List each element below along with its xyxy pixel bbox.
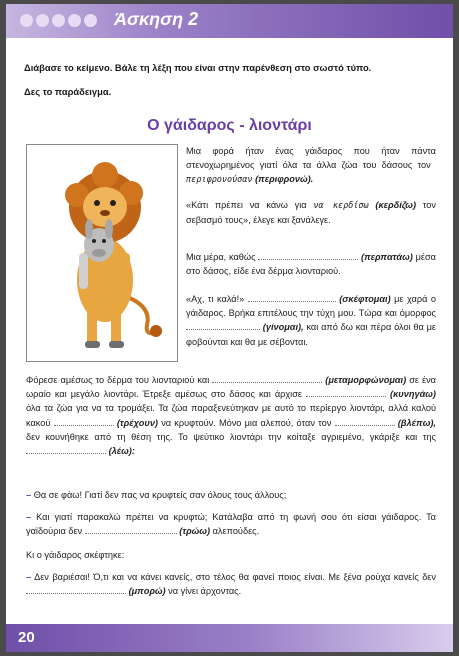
decorative-dots xyxy=(20,14,97,27)
dialogue-dash: – xyxy=(26,572,32,582)
paragraph-2: «Κάτι πρέπει να κάνω για να κερδίσω (κερδίζω) τον σεβασμό τους», έλεγε και ξανάλεγε. xyxy=(186,200,436,226)
verb-hint: (σκέφτομαι) xyxy=(339,294,391,304)
answer-blank[interactable] xyxy=(258,250,358,260)
verb-hint: (γίνομαι), xyxy=(262,322,304,333)
paragraph-6: – Θα σε φάω! Γιατί δεν πας να κρυφτείς σαν όλους τους άλλους; xyxy=(26,490,287,500)
answer-blank[interactable] xyxy=(335,416,395,426)
paragraph-5: Φόρεσε αμέσως το δέρμα του λιονταριού και (μεταμορφώνομαι) σε ένα ωραίο και μεγάλο λιοντάρι. Έτρεξε αμέσως στο δάσος και άρχισε (κυνηγάω) όλα τα ζώα για να τα τρομάξει. Τα ζώα παραξενεύτηκαν με αυτό το περίεργο λιοντάρι, αλλά καλού κακού (τρέχουν) να κρυφτούν. Μόνο μια αλεπού, όταν τον (βλέπω), δεν κουνήθηκε από τη θέση της. Το ψεύτικο λιοντάρι την κοίταξε αγριεμένο, γκάριξε και της (λέω): xyxy=(26,375,436,457)
dot-icon xyxy=(68,14,81,27)
paragraph-4: «Αχ, τι καλά!» (σκέφτομαι) με χαρά ο γάιδαρος. Βρήκα επιτέλους την τύχη μου. Τώρα και όμορφος (γίνομαι), και από δω και πέρα όλοι θα με φοβούνται και θα με σέβονται. xyxy=(186,294,436,347)
donkey-in-lion-skin-icon xyxy=(27,145,177,361)
verb-hint: (περπατάω) xyxy=(361,252,413,262)
paragraph-3: Μια μέρα, καθώς (περπατάω) μέσα στο δάσος, είδε ένα δέρμα λιονταριού. xyxy=(186,252,436,277)
verb-hint: (κυνηγάω) xyxy=(390,389,436,400)
lion-donkey-illustration xyxy=(26,144,178,362)
answer-blank[interactable] xyxy=(54,416,114,426)
story-title: Ο γάιδαρος - λιοντάρι xyxy=(147,117,312,134)
dialogue-dash: – xyxy=(26,512,32,522)
verb-hint: (λέω): xyxy=(108,446,135,457)
dot-icon xyxy=(84,14,97,27)
page-number: 20 xyxy=(18,629,35,646)
verb-hint: (τρέχουν) xyxy=(116,417,158,428)
dot-icon xyxy=(52,14,65,27)
answer-blank[interactable] xyxy=(306,387,386,397)
instruction-line-2: Δες το παράδειγμα. xyxy=(24,86,112,97)
answer-blank[interactable] xyxy=(212,373,322,383)
verb-hint: (μπορώ) xyxy=(128,586,166,597)
dot-icon xyxy=(36,14,49,27)
page-footer xyxy=(6,624,453,652)
verb-hint: (περιφρονώ). xyxy=(255,174,314,185)
example-answer: να κερδίσω xyxy=(313,201,369,211)
answer-blank[interactable] xyxy=(26,584,126,594)
dialogue-dash: – xyxy=(26,490,32,500)
exercise-header xyxy=(6,4,453,38)
answer-blank[interactable] xyxy=(248,292,336,302)
verb-hint: (κερδίζω) xyxy=(375,200,417,210)
instruction-line-1: Διάβασε το κείμενο. Βάλε τη λέξη που είναι στην παρένθεση στο σωστό τύπο. xyxy=(24,62,372,73)
paragraph-8: Κι ο γάιδαρος σκέφτηκε: xyxy=(26,550,125,560)
paragraph-9: – Δεν βαριέσαι! Ό,τι και να κάνει κανείς, στο τέλος θα φανεί ποιος είναι. Με ξένα ρούχα κανείς δεν (μπορώ) να γίνει άρχοντας. xyxy=(26,572,436,597)
example-answer: περιφρονούσαν xyxy=(186,175,253,186)
verb-hint: (μεταμορφώνομαι) xyxy=(325,375,407,385)
exercise-title: Άσκηση 2 xyxy=(114,9,199,29)
verb-hint: (βλέπω), xyxy=(397,417,436,428)
paragraph-1: Μια φορά ήταν ένας γάιδαρος που ήταν πάντα στενοχωρημένος γιατί όλα τα άλλα ζώα του δάσους τον περιφρονούσαν (περιφρονώ). xyxy=(186,146,436,186)
answer-blank[interactable] xyxy=(26,444,106,454)
workbook-page xyxy=(6,4,453,652)
dot-icon xyxy=(20,14,33,27)
verb-hint: (τρώω) xyxy=(179,526,211,537)
answer-blank[interactable] xyxy=(85,524,177,534)
paragraph-7: – Και γιατί παρακαλώ πρέπει να κρυφτώ; Κατάλαβα από τη φωνή σου ότι είσαι γάιδαρος. Τα γαϊδούρια δεν (τρώω) αλεπούδες. xyxy=(26,512,436,537)
answer-blank[interactable] xyxy=(186,320,260,330)
